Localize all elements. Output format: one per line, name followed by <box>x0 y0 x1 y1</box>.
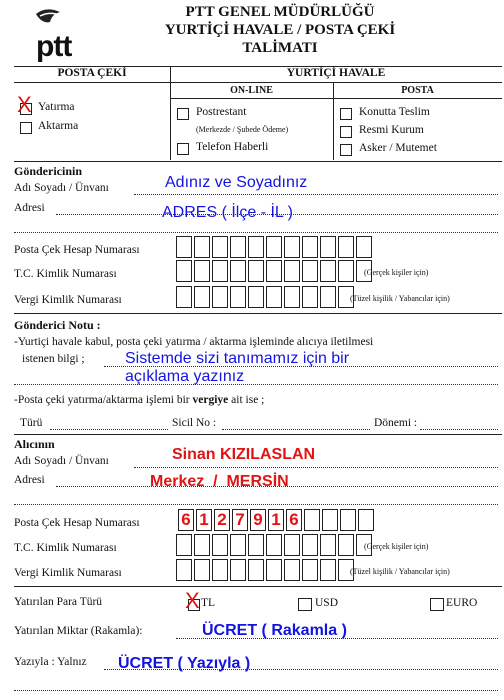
posta-heading: POSTA <box>401 85 434 96</box>
account-digit-cell: 9 <box>250 509 266 531</box>
alici-address-field-2[interactable] <box>14 504 498 505</box>
alici-address-value: Merkez / MERSİN <box>150 473 289 490</box>
checked-x-icon: X <box>185 588 200 613</box>
usd-checkbox[interactable] <box>298 598 312 611</box>
account-digit-cell <box>340 509 356 531</box>
note-line-1: -Yurtiçi havale kabul, posta çeki yatırma / aktarma işleminde alıcıya iletilmesi <box>14 336 374 348</box>
title-line-2: YURTİÇİ HAVALE / POSTA ÇEKİ <box>164 22 396 38</box>
gonderici-tax-label: Vergi Kimlik Numarası <box>14 294 122 306</box>
form-title <box>140 3 420 57</box>
alici-name-label: Adı Soyadı / Ünvanı <box>14 455 109 467</box>
account-digit-cell <box>322 509 338 531</box>
gonderici-name-value: Adınız ve Soyadınız <box>165 174 308 191</box>
note-line-3 <box>14 394 264 406</box>
account-digit-cell: 1 <box>268 509 284 531</box>
yatirma-label: Yatırma <box>38 101 75 113</box>
gonderici-name-field[interactable] <box>134 194 498 195</box>
online-heading: ON-LINE <box>230 85 273 96</box>
aktarma-label: Aktarma <box>38 120 79 132</box>
divider <box>14 82 502 83</box>
divider <box>170 66 171 160</box>
gonderici-account-cells[interactable] <box>176 236 374 258</box>
postrestant-label: Postrestant <box>196 106 247 118</box>
gonderici-address-value: ADRES ( İlçe - İL ) <box>162 204 293 221</box>
alici-tax-cells[interactable] <box>176 559 356 581</box>
alici-name-value: Sinan KIZILASLAN <box>172 446 316 463</box>
turu-label: Türü <box>20 417 43 429</box>
euro-label: EURO <box>446 597 478 609</box>
sicil-field[interactable] <box>222 429 370 430</box>
gonderici-name-label: Adı Soyadı / Ünvanı <box>14 182 109 194</box>
euro-checkbox[interactable] <box>430 598 444 611</box>
postrestant-note: (Merkezde / Şubede Ödeme) <box>196 125 289 134</box>
alici-tax-label: Vergi Kimlik Numarası <box>14 567 122 579</box>
note-field-2[interactable] <box>14 384 498 385</box>
title-line-3: TALİMATI <box>242 40 318 56</box>
konutta-teslim-checkbox[interactable] <box>340 108 352 120</box>
divider <box>170 98 502 99</box>
asker-mutemet-checkbox[interactable] <box>340 144 352 156</box>
ptt-logo <box>26 4 106 62</box>
alici-tc-label: T.C. Kimlik Numarası <box>14 542 117 554</box>
note-line-3-post: ait ise ; <box>228 394 265 406</box>
resmi-kurum-label: Resmi Kurum <box>359 124 424 136</box>
telefon-haberli-checkbox[interactable] <box>177 143 189 155</box>
account-digit-cell: 7 <box>232 509 248 531</box>
alici-name-field[interactable] <box>134 467 498 468</box>
title-line-1: PTT GENEL MÜDÜRLÜĞÜ <box>185 4 375 20</box>
amount-value: ÜCRET ( Rakamla ) <box>202 622 347 639</box>
account-digit-cell: 1 <box>196 509 212 531</box>
account-digit-cell <box>304 509 320 531</box>
gonderici-tc-label: T.C. Kimlik Numarası <box>14 268 117 280</box>
currency-label: Yatırılan Para Türü <box>14 596 103 608</box>
note-line-2: istenen bilgi ; <box>22 353 85 365</box>
alici-account-label: Posta Çek Hesap Numarası <box>14 517 140 529</box>
posta-ceki-heading: POSTA ÇEKİ <box>57 67 127 79</box>
tl-label: TL <box>201 597 216 609</box>
aktarma-checkbox[interactable] <box>20 122 32 134</box>
konutta-teslim-label: Konutta Teslim <box>359 106 430 118</box>
alici-address-label: Adresi <box>14 474 45 486</box>
gonderici-address-label: Adresi <box>14 202 45 214</box>
words-label: Yazıyla : Yalnız <box>14 656 87 668</box>
usd-label: USD <box>315 597 339 609</box>
gonderici-tc-note: (Gerçek kişiler için) <box>364 268 429 277</box>
telefon-haberli-label: Telefon Haberli <box>196 141 269 153</box>
account-digit-cell: 6 <box>286 509 302 531</box>
checked-x-icon: X <box>17 92 32 117</box>
logo-text: ptt <box>36 30 72 63</box>
divider <box>14 434 502 435</box>
alici-tax-note: (Tüzel kişilik / Yabancılar için) <box>350 567 450 576</box>
gonderici-account-label: Posta Çek Hesap Numarası <box>14 244 140 256</box>
account-digit-cell <box>358 509 374 531</box>
divider <box>14 586 502 587</box>
alici-tc-note: (Gerçek kişiler için) <box>364 542 429 551</box>
gonderici-tax-note: (Tüzel kişilik / Yabancılar için) <box>350 294 450 303</box>
resmi-kurum-checkbox[interactable] <box>340 126 352 138</box>
words-value: ÜCRET ( Yazıyla ) <box>118 655 251 672</box>
note-value-1: Sistemde sizi tanımamız için bir <box>125 350 350 367</box>
note-line-3-bold: vergiye <box>192 394 229 406</box>
alici-tc-cells[interactable] <box>176 534 374 556</box>
divider <box>14 313 502 314</box>
gonderici-address-field-2[interactable] <box>14 232 498 233</box>
donemi-label: Dönemi : <box>374 417 418 429</box>
yurtici-havale-heading: YURTİÇİ HAVALE <box>286 67 386 79</box>
amount-label: Yatırılan Miktar (Rakamla): <box>14 625 143 637</box>
asker-mutemet-label: Asker / Mutemet <box>359 142 437 154</box>
note-line-3-pre: -Posta çeki yatırma/aktarma işlemi bir <box>14 394 193 406</box>
account-digit-cell: 2 <box>214 509 230 531</box>
donemi-field[interactable] <box>420 429 498 430</box>
gonderici-tc-cells[interactable] <box>176 260 374 282</box>
words-field-2[interactable] <box>14 690 498 691</box>
account-digit-cell: 6 <box>178 509 194 531</box>
gonderici-heading: Göndericinin <box>14 164 83 178</box>
alici-account-cells[interactable] <box>178 509 376 531</box>
gonderici-tax-cells[interactable] <box>176 286 356 308</box>
alici-heading: Alıcının <box>14 437 55 451</box>
note-value-2: açıklama yazınız <box>125 368 245 385</box>
sicil-label: Sicil No : <box>172 417 217 429</box>
turu-field[interactable] <box>50 429 168 430</box>
note-heading: Gönderici Notu : <box>14 318 101 332</box>
postrestant-checkbox[interactable] <box>177 108 189 120</box>
